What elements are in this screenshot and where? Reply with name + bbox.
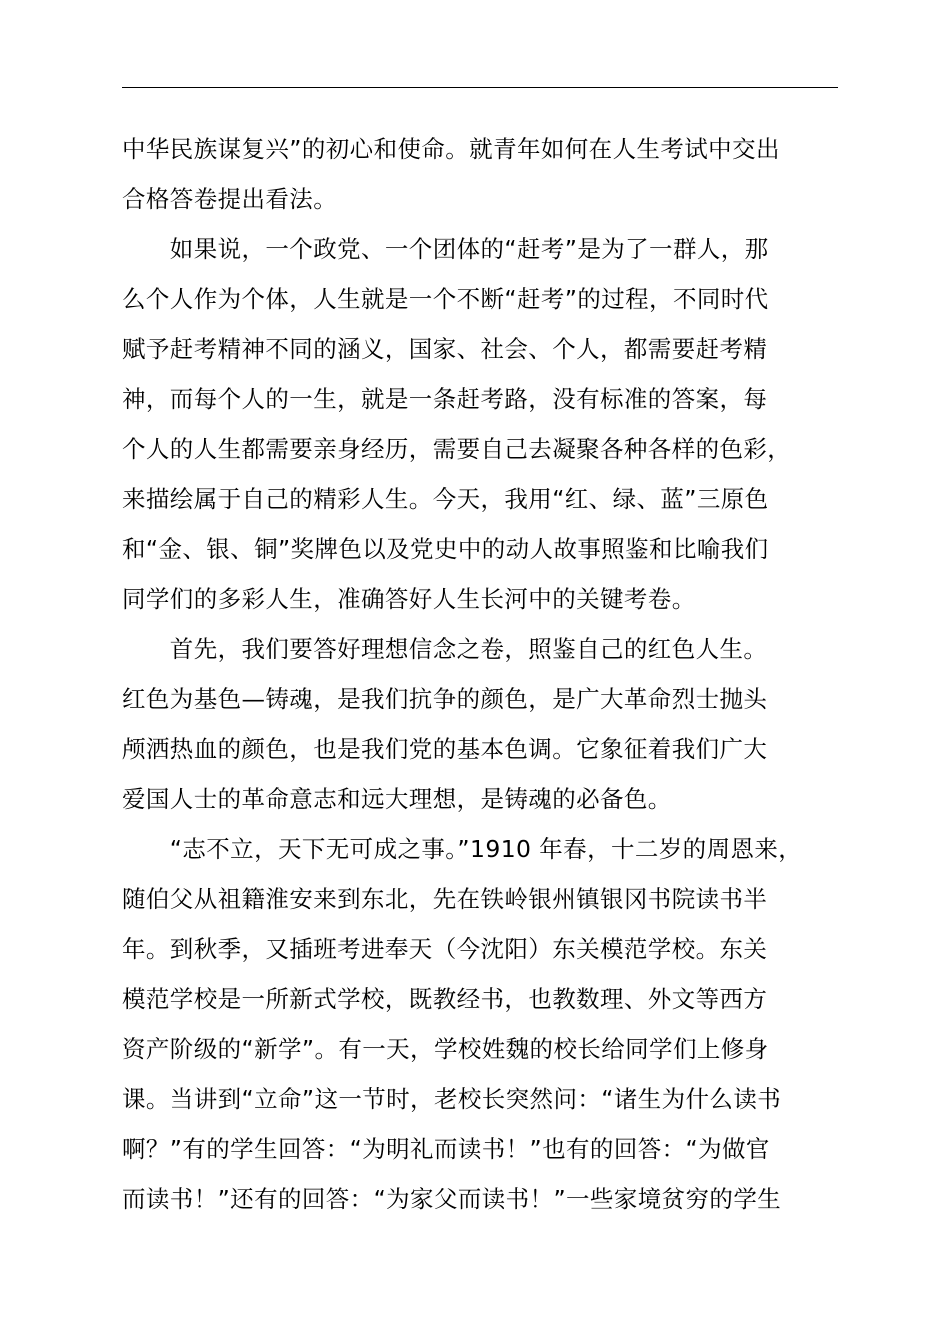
text-line: 颅洒热血的颜色，也是我们党的基本色调。它象征着我们广大	[122, 735, 768, 763]
text-line: 资产阶级的“新学”。有一天，学校姓魏的校长给同学们上修身	[122, 1035, 769, 1063]
text-line: 模范学校是一所新式学校，既教经书，也教数理、外文等西方	[122, 985, 768, 1013]
text-line: 年。到秋季，又插班考进奉天（今沈阳）东关模范学校。东关	[122, 935, 768, 963]
text-line: 神，而每个人的一生，就是一条赶考路，没有标准的答案，每	[122, 385, 768, 413]
text-line: 爱国人士的革命意志和远大理想，是铸魂的必备色。	[122, 785, 672, 813]
text-line: 中华民族谋复兴”的初心和使命。就青年如何在人生考试中交出	[122, 135, 780, 163]
text-line: 红色为基色—铸魂，是我们抗争的颜色，是广大革命烈士抛头	[122, 685, 768, 713]
text-line: 首先，我们要答好理想信念之卷，照鉴自己的红色人生。	[122, 635, 768, 663]
text-line: 啊？”有的学生回答：“为明礼而读书！”也有的回答：“为做官	[122, 1135, 770, 1163]
text-line: 课。当讲到“立命”这一节时，老校长突然问：“诸生为什么读书	[122, 1085, 782, 1113]
text-line: 同学们的多彩人生，准确答好人生长河中的关键考卷。	[122, 585, 696, 613]
text-line: 而读书！”还有的回答：“为家父而读书！”一些家境贫穷的学生	[122, 1185, 782, 1213]
text-line: 来描绘属于自己的精彩人生。今天，我用“红、绿、蓝”三原色	[122, 485, 769, 513]
text-line: 么个人作为个体，人生就是一个不断“赶考”的过程，不同时代	[122, 285, 769, 313]
text-line: “志不立，天下无可成之事。”1910 年春，十二岁的周恩来，	[122, 835, 803, 863]
text-line: 合格答卷提出看法。	[122, 185, 338, 213]
document-body	[122, 124, 862, 1224]
text-line: 随伯父从祖籍淮安来到东北，先在铁岭银州镇银冈书院读书半	[122, 885, 768, 913]
text-line: 和“金、银、铜”奖牌色以及党史中的动人故事照鉴和比喻我们	[122, 535, 769, 563]
text-line: 如果说，一个政党、一个团体的“赶考”是为了一群人，那	[122, 235, 769, 263]
text-line: 赋予赶考精神不同的涵义，国家、社会、个人，都需要赶考精	[122, 335, 768, 363]
header-rule	[122, 87, 838, 88]
text-line: 个人的人生都需要亲身经历，需要自己去凝聚各种各样的色彩，	[122, 435, 792, 463]
